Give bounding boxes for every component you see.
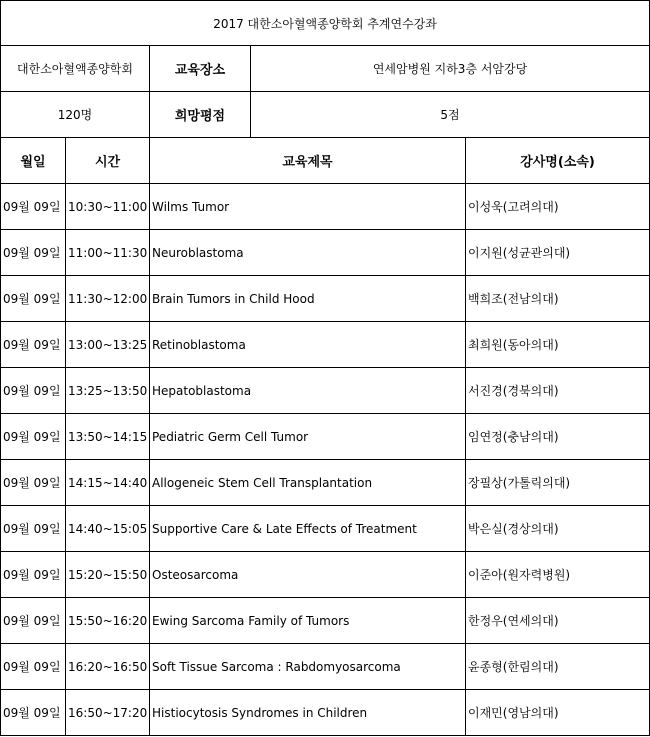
title-row [1, 1, 650, 46]
lecturer-cell: 장필상(가톨릭의대) [466, 460, 650, 506]
header-date: 월일 [1, 138, 66, 184]
date-cell: 09월 09일 [1, 184, 66, 230]
time-cell: 13:25~13:50 [66, 368, 150, 414]
lecturer-cell: 이준아(원자력병원) [466, 552, 650, 598]
date-cell: 09월 09일 [1, 230, 66, 276]
subject-cell: Hepatoblastoma [150, 368, 466, 414]
table-row [1, 460, 650, 506]
subject-cell: Neuroblastoma [150, 230, 466, 276]
time-cell: 11:00~11:30 [66, 230, 150, 276]
info-row-points [1, 92, 650, 138]
organizer-cell: 대한소아혈액종양학회 [1, 46, 150, 92]
table-row [1, 506, 650, 552]
table-row [1, 276, 650, 322]
table-row [1, 598, 650, 644]
date-cell: 09월 09일 [1, 644, 66, 690]
points-label: 희망평점 [150, 92, 251, 138]
time-cell: 13:00~13:25 [66, 322, 150, 368]
table-row [1, 230, 650, 276]
date-cell: 09월 09일 [1, 414, 66, 460]
subject-cell: Wilms Tumor [150, 184, 466, 230]
lecturer-cell: 최희원(동아의대) [466, 322, 650, 368]
date-cell: 09월 09일 [1, 460, 66, 506]
venue-label: 교육장소 [150, 46, 251, 92]
table-row [1, 414, 650, 460]
table-row [1, 368, 650, 414]
lecturer-cell: 이지원(성균관의대) [466, 230, 650, 276]
lecturer-cell: 백희조(전남의대) [466, 276, 650, 322]
capacity-cell: 120명 [1, 92, 150, 138]
time-cell: 14:40~15:05 [66, 506, 150, 552]
subject-cell: Ewing Sarcoma Family of Tumors [150, 598, 466, 644]
header-row [1, 138, 650, 184]
header-time: 시간 [66, 138, 150, 184]
time-cell: 16:50~17:20 [66, 690, 150, 736]
date-cell: 09월 09일 [1, 552, 66, 598]
subject-cell: Histiocytosis Syndromes in Children [150, 690, 466, 736]
date-cell: 09월 09일 [1, 276, 66, 322]
table-row [1, 322, 650, 368]
subject-cell: Soft Tissue Sarcoma : Rabdomyosarcoma [150, 644, 466, 690]
subject-cell: Pediatric Germ Cell Tumor [150, 414, 466, 460]
lecturer-cell: 박은실(경상의대) [466, 506, 650, 552]
venue-value: 연세암병원 지하3층 서암강당 [251, 46, 650, 92]
table-row [1, 690, 650, 736]
time-cell: 15:20~15:50 [66, 552, 150, 598]
lecturer-cell: 이성욱(고려의대) [466, 184, 650, 230]
lecturer-cell: 한정우(연세의대) [466, 598, 650, 644]
subject-cell: Osteosarcoma [150, 552, 466, 598]
lecturer-cell: 임연정(충남의대) [466, 414, 650, 460]
table-row [1, 184, 650, 230]
subject-cell: Supportive Care & Late Effects of Treatment [150, 506, 466, 552]
time-cell: 10:30~11:00 [66, 184, 150, 230]
time-cell: 13:50~14:15 [66, 414, 150, 460]
date-cell: 09월 09일 [1, 598, 66, 644]
time-cell: 15:50~16:20 [66, 598, 150, 644]
subject-cell: Retinoblastoma [150, 322, 466, 368]
time-cell: 16:20~16:50 [66, 644, 150, 690]
date-cell: 09월 09일 [1, 506, 66, 552]
info-row-venue [1, 46, 650, 92]
date-cell: 09월 09일 [1, 322, 66, 368]
header-subject: 교육제목 [150, 138, 466, 184]
subject-cell: Brain Tumors in Child Hood [150, 276, 466, 322]
table-row [1, 552, 650, 598]
subject-cell: Allogeneic Stem Cell Transplantation [150, 460, 466, 506]
lecturer-cell: 이재민(영남의대) [466, 690, 650, 736]
time-cell: 11:30~12:00 [66, 276, 150, 322]
points-value: 5점 [251, 92, 650, 138]
date-cell: 09월 09일 [1, 690, 66, 736]
header-lecturer: 강사명(소속) [466, 138, 650, 184]
date-cell: 09월 09일 [1, 368, 66, 414]
time-cell: 14:15~14:40 [66, 460, 150, 506]
lecturer-cell: 윤종형(한림의대) [466, 644, 650, 690]
lecturer-cell: 서진경(경북의대) [466, 368, 650, 414]
table-row [1, 644, 650, 690]
table-title: 2017 대한소아혈액종양학회 추계연수강좌 [1, 1, 650, 46]
